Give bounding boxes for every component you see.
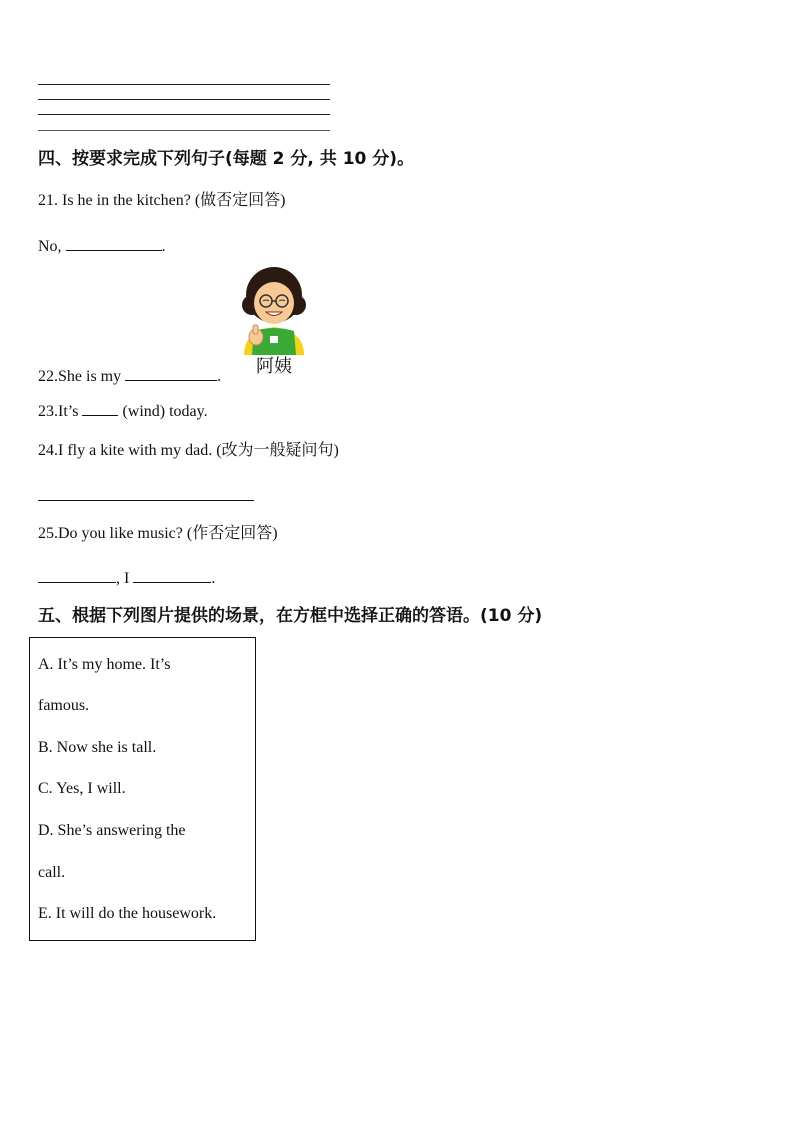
question-23-before: 23.It’s	[38, 403, 79, 420]
question-22-text: 22.She is my	[38, 368, 122, 385]
writing-line-4	[38, 130, 330, 131]
question-21: 21. Is he in the kitchen? (做否定回答)	[38, 192, 286, 209]
option-b: B. Now she is tall.	[38, 739, 157, 756]
question-21-answer	[38, 234, 166, 257]
question-24-answer-line[interactable]	[38, 500, 254, 501]
question-24: 24.I fly a kite with my dad. (改为一般疑问句)	[38, 442, 339, 459]
option-d: D. She’s answering the	[38, 822, 186, 839]
writing-line-2	[38, 99, 330, 100]
question-23-blank[interactable]	[82, 399, 118, 416]
option-a-continued: famous.	[38, 697, 90, 714]
aunt-label: 阿姨	[256, 356, 292, 377]
answer-prefix: No,	[38, 238, 62, 255]
section-5-heading: 五、根据下列图片提供的场景，在方框中选择正确的答语。(10 分)	[38, 606, 543, 626]
writing-line-1	[38, 84, 330, 85]
question-25: 25.Do you like music? (作否定回答)	[38, 525, 278, 542]
writing-line-3	[38, 114, 330, 115]
question-25-answer	[38, 566, 215, 589]
question-23-after: (wind) today.	[122, 403, 208, 420]
question-22	[38, 364, 221, 387]
question-25-blank-1[interactable]	[38, 566, 116, 583]
option-a: A. It’s my home. It’s	[38, 656, 171, 673]
option-c: C. Yes, I will.	[38, 780, 126, 797]
question-23	[38, 399, 208, 422]
option-e: E. It will do the housework.	[38, 905, 217, 922]
aunt-illustration	[234, 265, 314, 385]
section-4-heading: 四、按要求完成下列句子(每题 2 分, 共 10 分)。	[38, 149, 415, 169]
option-d-continued: call.	[38, 864, 66, 881]
answer-suffix: .	[161, 238, 166, 255]
question-22-suffix: .	[217, 368, 222, 385]
answer-blank[interactable]	[66, 234, 162, 251]
question-25-separator: , I	[116, 570, 130, 587]
question-25-blank-2[interactable]	[133, 566, 211, 583]
question-25-end: .	[211, 570, 216, 587]
question-22-blank[interactable]	[125, 364, 217, 381]
